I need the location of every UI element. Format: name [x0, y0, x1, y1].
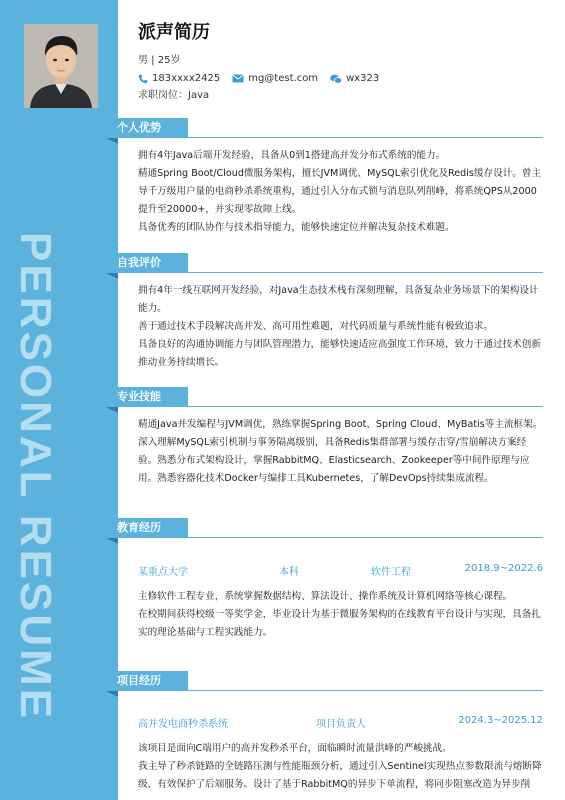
phone-text: 183xxxx2425 [152, 73, 221, 84]
section-divider [188, 137, 543, 138]
email-text: mg@test.com [248, 73, 319, 84]
project-period: 2024.3~2025.12 [458, 715, 543, 726]
advantage-line: 具备优秀的团队协作与技术指导能力，能够快速定位并解决复杂技术难题。 [138, 222, 455, 233]
project-header-row [138, 715, 543, 731]
project-line: 我主导了秒杀链路的全链路压测与性能瓶颈分析，通过引入Sentinel实现热点参数限流与熔断降级，有效保护了后端服务。设计了基于RabbitMQ的异步下单流程，将同步阻塞改造为异步削 [138, 761, 542, 790]
project-content [138, 740, 543, 794]
section-title-advantages: 个人优势 [106, 118, 188, 138]
contact-email [232, 73, 318, 84]
resume-name: 派声简历 [138, 22, 210, 43]
contact-wechat [330, 73, 379, 84]
project-name: 高并发电商秒杀系统 [138, 719, 228, 730]
section-divider [188, 406, 543, 407]
section-divider [188, 537, 543, 538]
school-name: 某重点大学 [138, 567, 188, 578]
avatar [24, 24, 98, 108]
advantage-line: 拥有4年Java后端开发经验，具备从0到1搭建高并发分布式系统的能力。 [138, 150, 446, 161]
advantages-content [138, 147, 543, 237]
self-eval-line: 具备良好的沟通协调能力与团队管理潜力，能够快速适应高强度工作环境，致力于通过技术创新推动业务持续增长。 [138, 339, 541, 368]
job-position: 求职岗位：Java [138, 90, 210, 101]
wechat-text: wx323 [346, 73, 380, 84]
phone-icon [138, 74, 148, 84]
skills-paragraph: 精通Java并发编程与JVM调优，熟练掌握Spring Boot、Spring Cloud、MyBatis等主流框架。深入理解MySQL索引机制与事务隔离级别，具备Redis集群部署与缓存击穿/雪崩解决方案经验。熟悉分布式架构设计，掌握RabbitMQ、Elasticsearch、Zookeeper等中间件原理与应用。熟悉容器化技术Docker与编排工具Kubernetes，了解DevOps持续集成流程。 [138, 419, 543, 484]
resume-header [138, 18, 549, 104]
avatar-portrait [24, 24, 98, 108]
contact-row [138, 73, 549, 84]
degree: 本科 [279, 567, 299, 578]
project-line: 该项目是面向C端用户的高并发秒杀平台，面临瞬时流量洪峰的严峻挑战。 [138, 743, 452, 754]
education-period: 2018.9~2022.6 [464, 563, 543, 574]
project-role: 项目负责人 [316, 719, 366, 730]
gender-age: 男 | 25岁 [138, 55, 181, 66]
contact-phone [138, 73, 220, 84]
self-eval-line: 拥有4年一线互联网开发经验，对Java生态技术栈有深刻理解，具备复杂业务场景下的架构设计能力。 [138, 285, 539, 314]
education-content [138, 588, 543, 642]
education-line: 在校期间获得校级一等奖学金，毕业设计为基于微服务架构的在线教育平台设计与实现，具备扎实的理论基础与工程实践能力。 [138, 609, 541, 638]
major: 软件工程 [371, 567, 411, 578]
education-line: 主修软件工程专业，系统掌握数据结构、算法设计、操作系统及计算机网络等核心课程。 [138, 591, 513, 602]
self-eval-content [138, 282, 543, 372]
self-eval-line: 善于通过技术手段解决高并发、高可用性难题，对代码质量与系统性能有极致追求。 [138, 321, 493, 332]
education-header-row [138, 563, 543, 579]
advantage-line: 精通Spring Boot/Cloud微服务架构，擅长JVM调优、MySQL索引优化及Redis缓存设计。曾主导千万级用户量的电商秒杀系统重构，通过引入分布式锁与消息队列削峰，将系统QPS从2000提升至20000+，并实现零故障上线。 [138, 168, 542, 215]
mail-icon [232, 74, 244, 83]
section-divider [188, 272, 543, 273]
section-divider [188, 690, 543, 691]
section-title-self-eval: 自我评价 [106, 253, 188, 273]
section-title-projects: 项目经历 [106, 671, 188, 691]
watermark-text: PERSONAL RESUME [11, 232, 60, 722]
section-title-education: 教育经历 [106, 518, 188, 538]
skills-content [138, 416, 543, 488]
section-title-skills: 专业技能 [106, 387, 188, 407]
wechat-icon [330, 74, 342, 84]
